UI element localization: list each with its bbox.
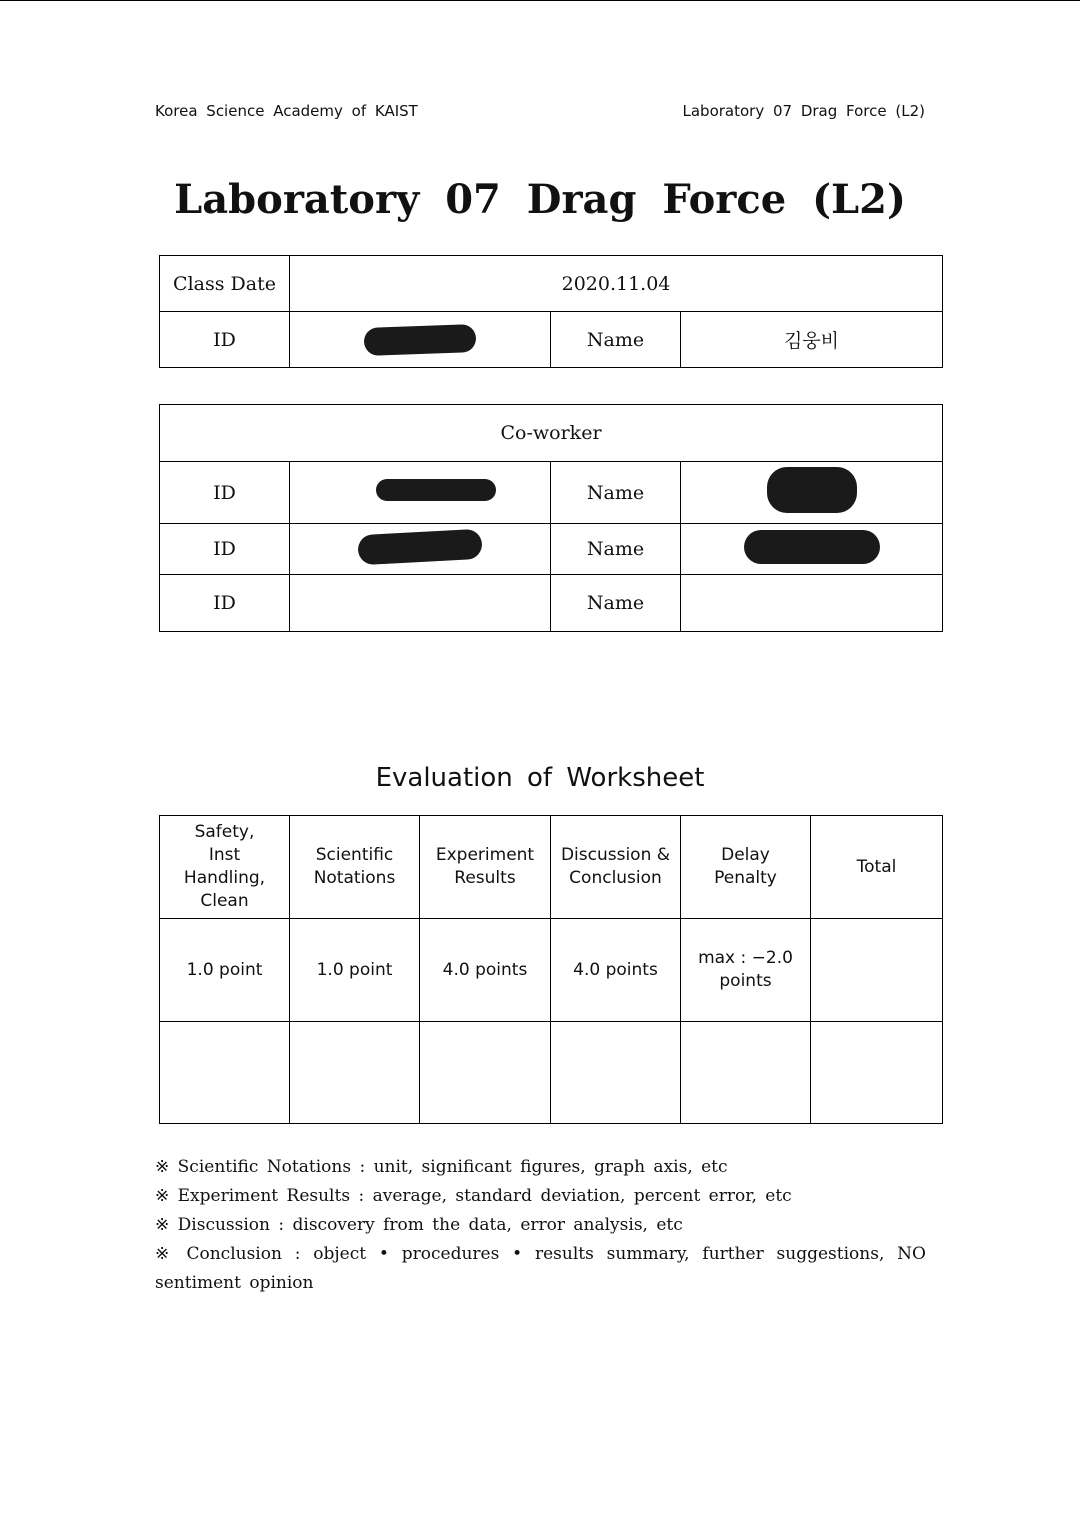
- name-value: 김웅비: [681, 312, 943, 368]
- points-experiment-results: 4.0 points: [420, 919, 551, 1022]
- evaluation-points-row: [160, 919, 943, 1022]
- redaction-mark: [376, 479, 496, 501]
- coworker-id-label: ID: [160, 462, 290, 524]
- header-safety: [160, 816, 290, 919]
- coworker-row: [160, 462, 943, 524]
- page-title: Laboratory 07 Drag Force (L2): [174, 176, 906, 223]
- score-cell: [551, 1022, 681, 1124]
- points-delay-penalty: [681, 919, 811, 1022]
- coworker-row: [160, 575, 943, 632]
- header-delay-penalty: [681, 816, 811, 919]
- evaluation-score-row: [160, 1022, 943, 1124]
- header-scientific-notations-text: Scientific Notations: [313, 845, 396, 888]
- header-discussion-conclusion: [551, 816, 681, 919]
- coworker-name-value: [681, 575, 943, 632]
- id-label: ID: [160, 312, 290, 368]
- info-table: [159, 255, 943, 368]
- coworker-name-label: Name: [551, 462, 681, 524]
- redaction-mark: [364, 324, 477, 356]
- header-safety-text: Safety, Inst Handling, Clean: [183, 822, 266, 911]
- score-cell: [160, 1022, 290, 1124]
- coworker-name-label: Name: [551, 524, 681, 575]
- header-lab-title: Laboratory 07 Drag Force (L2): [682, 102, 925, 120]
- top-border-line: [0, 0, 1080, 1]
- coworker-id-label: ID: [160, 575, 290, 632]
- note-experiment-results: ※ Experiment Results : average, standard deviation, percent error, etc: [155, 1186, 792, 1206]
- score-cell: [290, 1022, 420, 1124]
- score-cell: [811, 1022, 943, 1124]
- score-cell: [420, 1022, 551, 1124]
- header-institution: Korea Science Academy of KAIST: [155, 102, 418, 120]
- header-total: Total: [811, 816, 943, 919]
- points-total: [811, 919, 943, 1022]
- class-date-value: 2020.11.04: [290, 256, 943, 312]
- score-cell: [681, 1022, 811, 1124]
- coworker-table: [159, 404, 943, 632]
- points-delay-penalty-text: max : −2.0 points: [698, 948, 793, 991]
- header-delay-penalty-text: Delay Penalty: [714, 845, 777, 888]
- note-discussion: ※ Discussion : discovery from the data, error analysis, etc: [155, 1215, 683, 1235]
- evaluation-title: Evaluation of Worksheet: [375, 763, 705, 793]
- class-date-label: Class Date: [160, 256, 290, 312]
- note-scientific-notations: ※ Scientific Notations : unit, significant figures, graph axis, etc: [155, 1157, 728, 1177]
- notes-section: [155, 1153, 926, 1298]
- coworker-heading-row: [160, 405, 943, 462]
- name-label: Name: [551, 312, 681, 368]
- coworker-heading: Co-worker: [160, 405, 943, 462]
- redaction-mark: [357, 528, 482, 564]
- header-experiment-results: [420, 816, 551, 919]
- redaction-mark: [744, 530, 880, 564]
- note-conclusion: ※ Conclusion : object • procedures • results summary, further suggestions, NO sentiment opinion: [155, 1244, 926, 1293]
- points-scientific-notations: 1.0 point: [290, 919, 420, 1022]
- coworker-name-redacted: [681, 524, 943, 575]
- points-discussion-conclusion: 4.0 points: [551, 919, 681, 1022]
- coworker-id-value: [290, 575, 551, 632]
- points-safety: 1.0 point: [160, 919, 290, 1022]
- redaction-mark: [767, 467, 857, 513]
- class-date-row: [160, 256, 943, 312]
- coworker-id-label: ID: [160, 524, 290, 575]
- coworker-id-redacted: [290, 462, 551, 524]
- header-scientific-notations: [290, 816, 420, 919]
- evaluation-header-row: [160, 816, 943, 919]
- coworker-id-redacted: [290, 524, 551, 575]
- header-experiment-results-text: Experiment Results: [435, 845, 535, 888]
- coworker-name-label: Name: [551, 575, 681, 632]
- student-row: [160, 312, 943, 368]
- evaluation-table: [159, 815, 943, 1124]
- coworker-row: [160, 524, 943, 575]
- coworker-name-redacted: [681, 462, 943, 524]
- header-discussion-conclusion-text: Discussion & Conclusion: [560, 845, 671, 888]
- id-value-redacted: [290, 312, 551, 368]
